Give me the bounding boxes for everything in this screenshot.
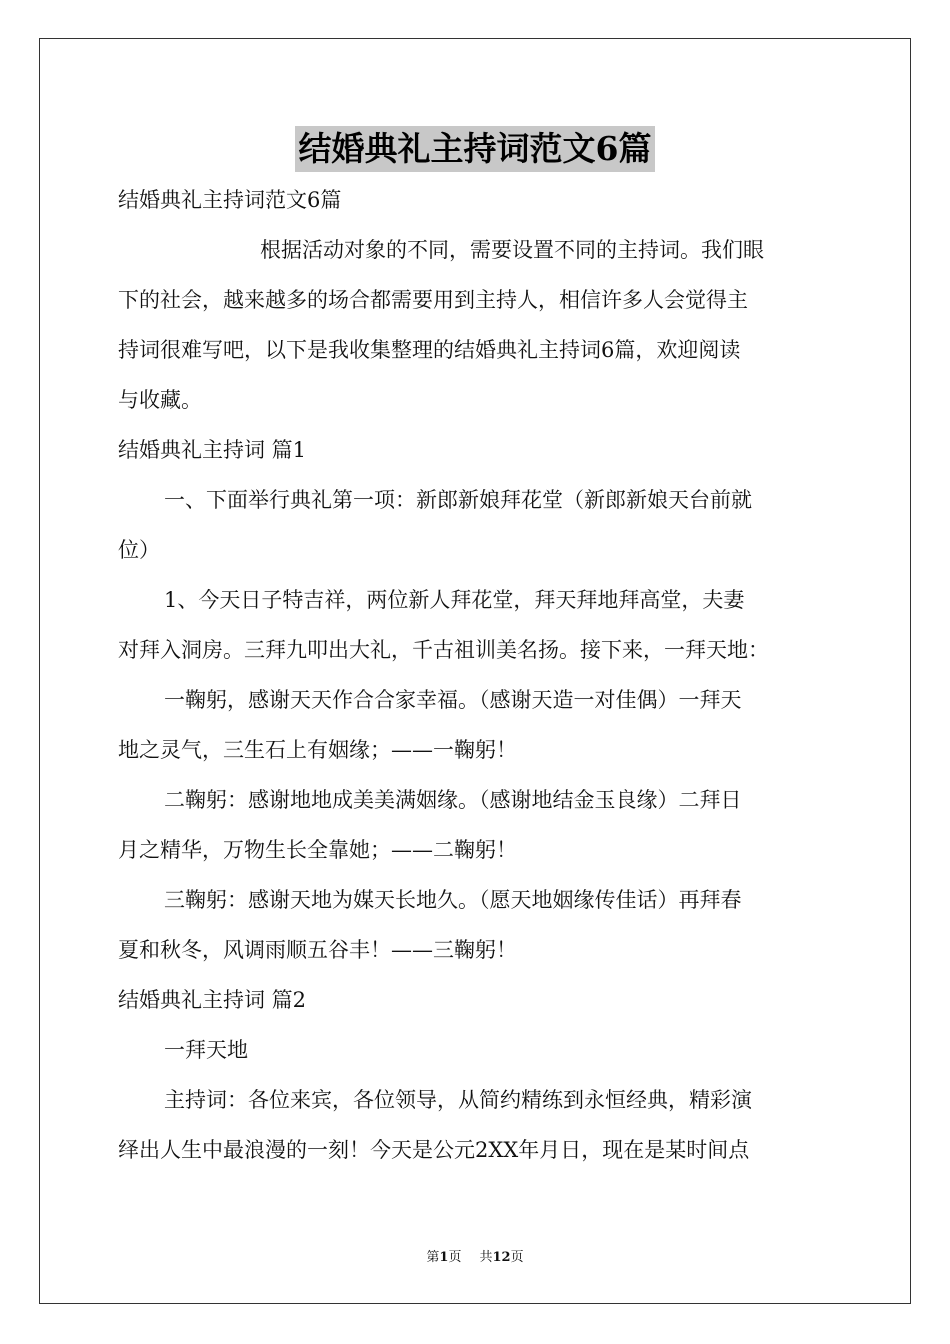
body-line: 一、下面举行典礼第一项：新郎新娘拜花堂（新郎新娘天台前就 [164, 488, 752, 512]
total-suffix: 页 [510, 1250, 524, 1265]
document-body [118, 175, 838, 1175]
body-line: 结婚典礼主持词范文6篇 [118, 188, 342, 212]
total-pages: 12 [492, 1250, 511, 1265]
body-line: 绎出人生中最浪漫的一刻！今天是公元2XX年月日，现在是某时间点 [118, 1138, 750, 1162]
page-number: 1 [439, 1250, 449, 1265]
page-prefix: 第 [426, 1250, 440, 1265]
page-suffix: 页 [448, 1250, 462, 1265]
body-line: 1、今天日子特吉祥，两位新人拜花堂，拜天拜地拜高堂，夫妻 [164, 588, 745, 612]
body-line: 夏和秋冬，风调雨顺五谷丰！——三鞠躬！ [118, 938, 517, 962]
body-line: 一拜天地 [164, 1038, 248, 1062]
body-line: 三鞠躬：感谢天地为媒天长地久。（愿天地姻缘传佳话）再拜春 [164, 888, 742, 912]
section-heading: 结婚典礼主持词 篇1 [118, 438, 307, 462]
section-heading: 结婚典礼主持词 篇2 [118, 988, 307, 1012]
total-prefix: 共 [479, 1250, 493, 1265]
body-line: 位） [118, 538, 160, 562]
body-line: 月之精华，万物生长全靠她；——二鞠躬！ [118, 838, 517, 862]
body-line: 二鞠躬：感谢地地成美美满姻缘。（感谢地结金玉良缘）二拜日 [164, 788, 742, 812]
page-footer [0, 1246, 950, 1265]
title-wrap [0, 126, 950, 172]
body-line: 主持词：各位来宾，各位领导，从简约精练到永恒经典，精彩演 [164, 1088, 752, 1112]
body-line: 地之灵气，三生石上有姻缘；——一鞠躬！ [118, 738, 517, 762]
body-line: 对拜入洞房。三拜九叩出大礼，千古祖训美名扬。接下来，一拜天地： [118, 638, 769, 662]
body-line: 持词很难写吧，以下是我收集整理的结婚典礼主持词6篇，欢迎阅读 [118, 338, 741, 362]
body-line: 与收藏。 [118, 388, 202, 412]
body-line: 下的社会，越来越多的场合都需要用到主持人，相信许多人会觉得主 [118, 288, 748, 312]
body-line: 一鞠躬，感谢天天作合合家幸福。（感谢天造一对佳偶）一拜天 [164, 688, 742, 712]
document-title: 结婚典礼主持词范文6篇 [295, 126, 656, 172]
body-line: 根据活动对象的不同，需要设置不同的主持词。我们眼 [260, 238, 764, 262]
